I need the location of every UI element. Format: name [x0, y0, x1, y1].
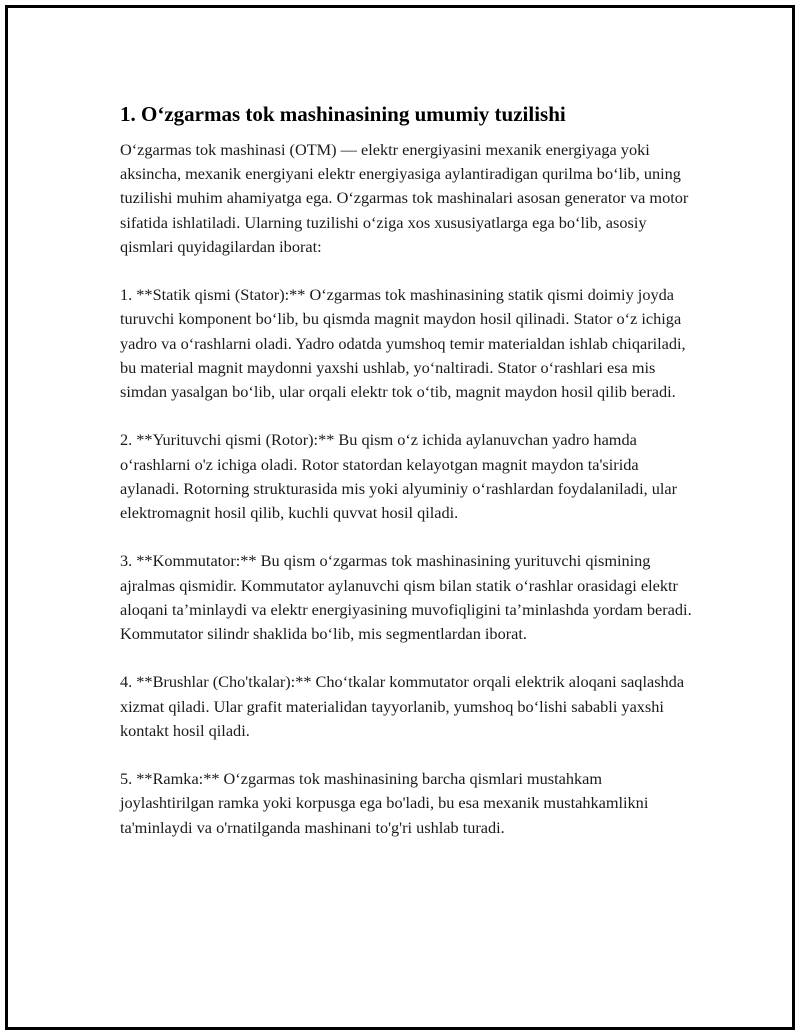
- document-body: [120, 100, 700, 864]
- rotor-paragraph: 2. **Yurituvchi qismi (Rotor):** Bu qism o‘z ichida aylanuvchan yadro hamda o‘rashlarni o'z ichiga oladi. Rotor statordan kelayotgan magnit maydon ta'sirida aylanadi. Rotorning strukturasida mis yoki alyuminiy o‘rashlardan foydalaniladi, ular elektromagnit hosil qilib, kuchli quvvat hosil qiladi.: [120, 430, 678, 523]
- page-frame: [5, 5, 795, 1030]
- stator-paragraph: 1. **Statik qismi (Stator):** O‘zgarmas tok mashinasining statik qismi doimiy joyda turuvchi komponent bo‘lib, bu qismda magnit maydon hosil qilinadi. Stator o‘z ichiga yadro va o‘rashlarni oladi. Yadro odatda yumshoq temir materialdan ishlab chiqariladi, bu material magnit maydonni yaxshi ushlab, yo‘naltiradi. Stator o‘rashlari esa mis simdan yasalgan bo‘lib, ular orqali elektr tok o‘tib, magnit maydon hosil qilib beradi.: [120, 285, 686, 402]
- commutator-paragraph: 3. **Kommutator:** Bu qism o‘zgarmas tok mashinasining yurituvchi qismining ajralmas qismidir. Kommutator aylanuvchi qism bilan statik o‘rashlar orasidagi elektr aloqani ta’minlaydi va elektr energiyasining muvofiqligini ta’minlashda yordam beradi. Kommutator silindr shaklida bo‘lib, mis segmentlardan iborat.: [120, 551, 692, 644]
- brushes-paragraph: 4. **Brushlar (Cho'tkalar):** Cho‘tkalar kommutator orqali elektrik aloqani saqlashda xizmat qiladi. Ular grafit materialidan tayyorlanib, yumshoq bo‘lishi sababli yaxshi kontakt hosil qiladi.: [120, 672, 685, 740]
- frame-paragraph: 5. **Ramka:** O‘zgarmas tok mashinasining barcha qismlari mustahkam joylashtirilgan ramka yoki korpusga ega bo'ladi, bu esa mexanik mustahkamlikni ta'minlaydi va o'rnatilganda mashinani to'g'ri ushlab turadi.: [120, 769, 649, 837]
- document-title: 1. O‘zgarmas tok mashinasining umumiy tuzilishi: [120, 102, 566, 126]
- intro-paragraph: O‘zgarmas tok mashinasi (OTM) — elektr energiyasini mexanik energiyaga yoki aksincha, mexanik energiyani elektr energiyasiga aylantiradigan qurilma bo‘lib, uning tuzilishi muhim ahamiyatga ega. O‘zgarmas tok mashinalari asosan generator va motor sifatida ishlatiladi. Ularning tuzilishi o‘ziga xos xususiyatlarga ega bo‘lib, asosiy qismlari quyidagilardan iborat:: [120, 140, 689, 256]
